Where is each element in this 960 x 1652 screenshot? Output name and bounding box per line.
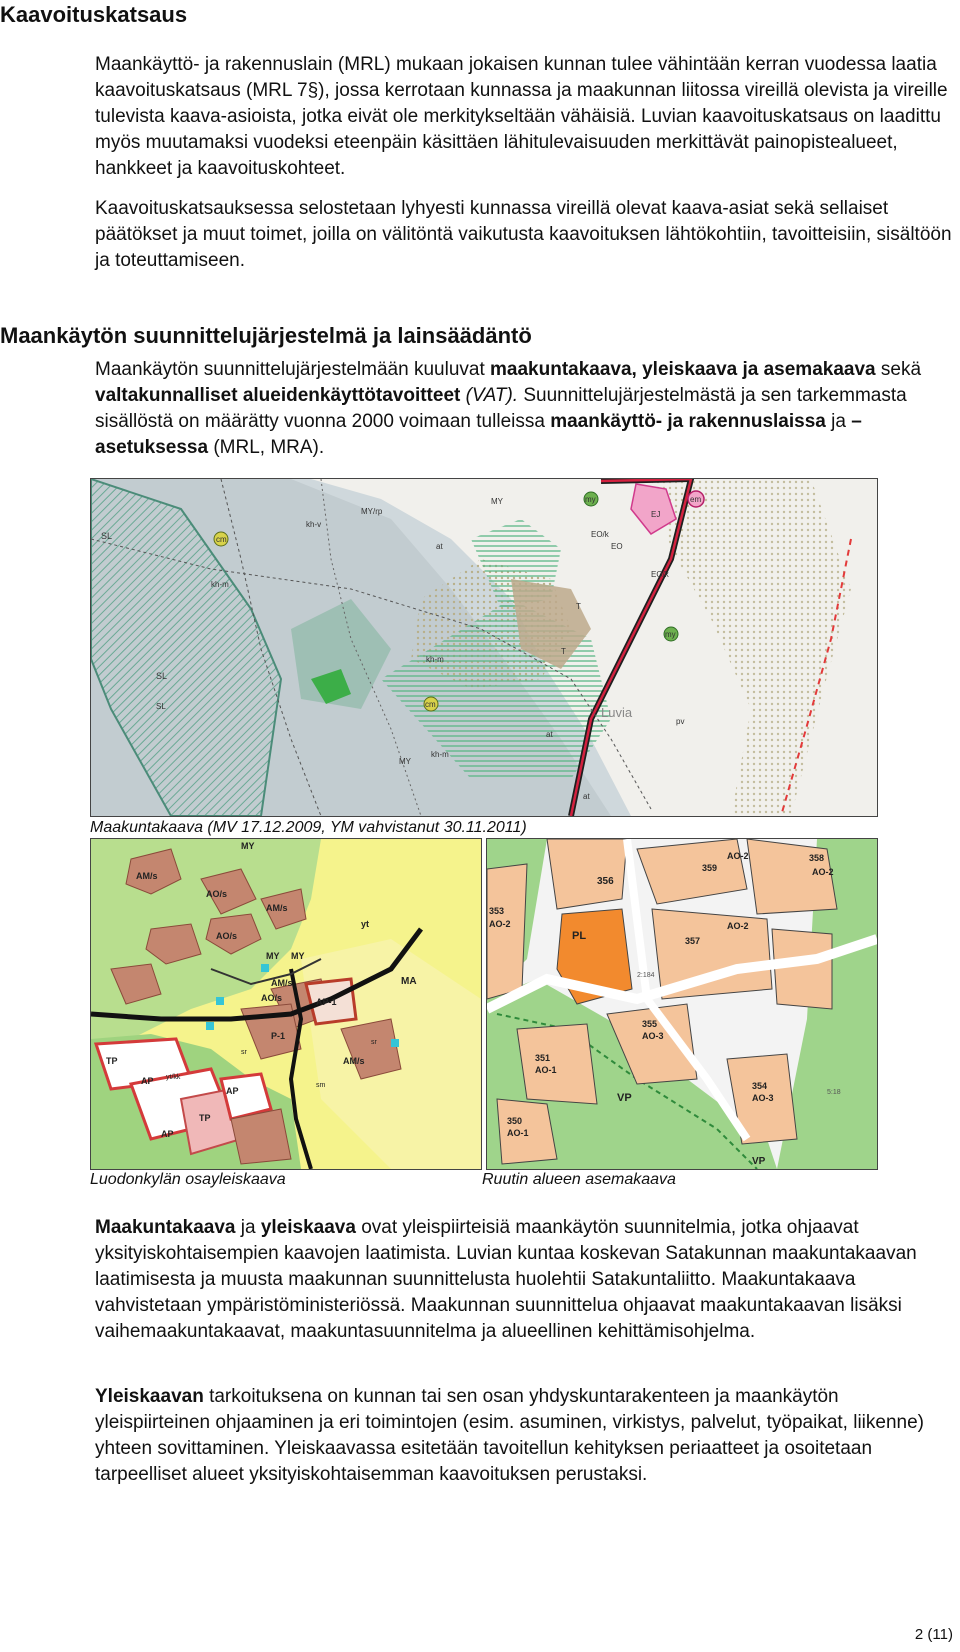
map-label: TP — [199, 1113, 211, 1123]
map-label: P-1 — [271, 1031, 286, 1041]
map-label: AM/s — [136, 871, 158, 881]
map-label: 357 — [685, 936, 701, 946]
map-label: 350 — [507, 1116, 523, 1126]
map-label: MA — [401, 976, 417, 987]
text: Maankäytön suunnittelujärjestelmään kuuluvat — [95, 359, 491, 380]
map-label: cm — [425, 700, 436, 709]
map-label: SL — [101, 531, 113, 541]
map-label: TP — [106, 1056, 118, 1066]
bold-text: Maakuntakaava — [95, 1217, 236, 1238]
map-label: 356 — [597, 876, 614, 887]
map-label: EO — [611, 542, 623, 551]
text: ja — [825, 411, 852, 432]
regional-plan-map-graphic — [91, 479, 877, 816]
map-label: AO-3 — [752, 1093, 774, 1103]
map-label: yt — [361, 919, 370, 929]
map-label: sr — [241, 1049, 247, 1056]
map-label: EO/k — [651, 570, 669, 579]
map-label: AO-1 — [507, 1128, 529, 1138]
map-label: 351 — [535, 1053, 551, 1063]
text: tarkoituksena on kunnan tai sen osan yhdyskuntarakenteen ja maankäytön yleispiirteinen ohjaaminen ja eri toimintojen (esim. asuminen, virkistys, palvelut, työpaikat, liikenne) yhteen sovittaminen. Yleiskaavassa esitetään tavoitellun kehityksen periaatteet ja osoitetaan tarpeelliset alueet yksityiskohtaisemman kaavoituksen perustaksi. — [95, 1386, 924, 1485]
text: ja — [235, 1217, 261, 1238]
regional-and-master-plan-paragraph — [95, 1215, 957, 1345]
map-label: PL — [572, 930, 587, 942]
map-label: AP — [161, 1129, 174, 1139]
map-label: at — [583, 792, 590, 801]
map-label: MY/rp — [361, 507, 383, 516]
map-label: AP-1 — [316, 997, 337, 1007]
map-label: AO-2 — [812, 867, 834, 877]
page-number: 2 (11) — [914, 1626, 953, 1643]
map-label: AM/s — [343, 1056, 365, 1066]
map-label: at — [546, 730, 553, 739]
map-label: 5:18 — [827, 1089, 841, 1096]
map-label: AO/s — [206, 889, 228, 899]
bold-text: Yleiskaavan — [95, 1386, 204, 1407]
intro-paragraph: Maankäyttö- ja rakennuslain (MRL) mukaan jokaisen kunnan tulee vähintään kerran vuodessa laatia kaavoituskatsaus (MRL 7§), jossa kerrotaan kunnassa ja maakunnan liitossa vireillä olevista ja vireille tulevista kaava-asioista, jotka eivät ole merkitykseltään vähäisiä. Luvian kaavoituskatsaus on laadittu myös muutamaksi vuodeksi eteenpäin käsittäen lähitulevaisuuden merkittävät painopistealueet, hankkeet ja kaavoituskohteet. — [95, 54, 948, 179]
map-label: AO-3 — [642, 1031, 664, 1041]
map-label: AO/s — [261, 993, 283, 1003]
map-label: 354 — [752, 1081, 768, 1091]
map-label: AP — [226, 1086, 239, 1096]
regional-plan-caption: Maakuntakaava (MV 17.12.2009, YM vahvistanut 30.11.2011) — [90, 819, 527, 836]
text: sekä — [875, 359, 922, 380]
planning-system-paragraph — [95, 357, 957, 461]
map-label: AO-2 — [727, 851, 749, 861]
map-label: sm — [316, 1082, 326, 1089]
bold-text: maankäyttö- ja rakennuslaissa — [550, 411, 826, 432]
section-heading: Maankäytön suunnittelujärjestelmä ja lainsäädäntö — [0, 323, 532, 348]
bold-text: –asetuksessa — [95, 411, 862, 458]
map-label: kh-v — [306, 520, 322, 529]
map-label: sr — [371, 1039, 377, 1046]
map-label: VP — [752, 1156, 766, 1167]
map-label: 2:184 — [637, 972, 655, 979]
map-label: SL — [156, 671, 168, 681]
map-label: EJ — [651, 510, 661, 519]
map-label: MY — [241, 841, 255, 851]
bold-text: valtakunnalliset alueidenkäyttötavoitteet — [95, 385, 461, 406]
map-label: yt/kk — [166, 1074, 181, 1081]
map-label: MY — [266, 951, 280, 961]
bold-text: yleiskaava — [260, 1217, 356, 1238]
map-label: AO-1 — [535, 1065, 557, 1075]
map-place-name: Luvia — [601, 705, 633, 720]
map-label: AM/s — [271, 978, 293, 988]
map-label: AO-2 — [727, 921, 749, 931]
map-label: kh-m — [211, 580, 229, 589]
detailed-plan-map-graphic — [487, 839, 877, 1169]
map-label: AO/s — [216, 931, 238, 941]
detailed-plan-map — [486, 838, 878, 1170]
map-label: my — [585, 495, 596, 504]
map-label: cm — [216, 535, 227, 544]
master-plan-map-graphic — [91, 839, 481, 1169]
map-label: kh-m — [431, 750, 449, 759]
map-label: my — [665, 630, 676, 639]
map-label: 355 — [642, 1019, 658, 1029]
map-label: at — [436, 542, 443, 551]
text: Suunnittelujärjestelmästä ja sen tarkemmasta sisällöstä on määrätty vuonna 2000 voimaan tulleissa — [95, 385, 907, 432]
text: (MRL, MRA). — [208, 437, 325, 458]
map-label: MY — [399, 757, 411, 766]
detailed-plan-caption: Ruutin alueen asemakaava — [482, 1171, 676, 1188]
map-label: pv — [676, 717, 685, 726]
map-label: SL — [156, 702, 166, 711]
review-paragraph: Kaavoituskatsauksessa selostetaan lyhyesti kunnassa vireillä olevat kaava-asiat sekä sellaiset päätökset ja muut toimet, joilla on välitöntä vaikutusta kaavoituksen lähtökohtiin, tavoitteisiin, sisältöön ja toteuttamiseen. — [95, 198, 952, 271]
regional-plan-map — [90, 478, 878, 817]
italic-text: (VAT). — [465, 385, 519, 406]
map-label: MY — [291, 951, 305, 961]
map-label: em — [690, 495, 702, 504]
page-heading: Kaavoituskatsaus — [0, 2, 188, 27]
master-plan-caption: Luodonkylän osayleiskaava — [90, 1171, 286, 1188]
map-label: AM/s — [266, 903, 288, 913]
map-label: EO/k — [591, 530, 609, 539]
map-label: 353 — [489, 906, 505, 916]
map-label: 358 — [809, 853, 825, 863]
text: ovat yleispiirteisiä maankäytön suunnitelmia, jotka ohjaavat yksityiskohtaisempien kaavojen laatimista. Luvian kuntaa koskevan Satakunnan maakuntakaavan laatimisesta ja muusta maakunnan suunnittelusta huolehtii Satakuntaliitto. Maakuntakaava vahvistetaan ympäristöministeriössä. Maakunnan suunnittelua ohjaavat maakuntakaavan lisäksi vaihemaakuntakaavat, maakuntasuunnitelma ja alueellinen kehittämisohjelma. — [95, 1217, 917, 1342]
map-label: MY — [491, 497, 503, 506]
map-label: kh-m — [426, 655, 444, 664]
map-label: 359 — [702, 863, 718, 873]
map-label: T — [576, 602, 581, 611]
map-label: VP — [617, 1092, 632, 1104]
map-label: AP — [141, 1076, 154, 1086]
master-plan-paragraph — [95, 1384, 957, 1488]
map-label: T — [561, 647, 566, 656]
bold-text: maakuntakaava, yleiskaava ja asemakaava — [490, 359, 876, 380]
master-plan-map — [90, 838, 482, 1170]
map-label: AO-2 — [489, 919, 511, 929]
